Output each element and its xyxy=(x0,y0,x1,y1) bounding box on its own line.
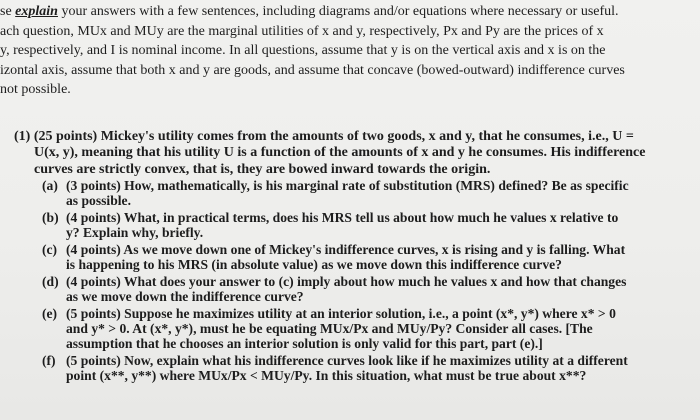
part-text-line: (5 points) Suppose he maximizes utility at an interior solution, i.e., a point (x*, y*) where x* > 0 xyxy=(66,305,616,321)
part-text-line: (4 points) As we move down one of Mickey's indifference curves, x is rising and y is falling. What xyxy=(66,241,626,257)
part-text-line: and y* > 0. At (x*, y*), must he be equating MUx/Px and MUy/Py? Consider all cases. [The xyxy=(66,320,593,336)
emphasized-word: explain xyxy=(15,4,58,19)
instructions-line: izontal axis, assume that both x and y are goods, and assume that concave (bowed-outward) indifference curves xyxy=(0,62,625,78)
part-marker: (d) xyxy=(42,273,59,289)
part-text-line: (4 points) What does your answer to (c) imply about how much he values x and how that changes xyxy=(66,273,627,289)
question-part-d xyxy=(42,274,694,304)
question-part-b xyxy=(42,210,694,240)
part-text-line: point (x**, y**) where MUx/Px < MUy/Py. In this situation, what must be true about x**? xyxy=(66,367,587,383)
instructions-line: y, respectively, and I is nominal income. In all questions, assume that y is on the vertical axis and x is on the xyxy=(0,43,606,58)
part-marker: (c) xyxy=(42,241,58,257)
instructions-line: se explain your answers with a few sentences, including diagrams and/or equations where necessary or useful. xyxy=(0,4,619,19)
question-1 xyxy=(14,129,694,178)
instructions-line: ach question, MUx and MUy are the marginal utilities of x and y, respectively, Px and Py are the prices of x xyxy=(0,23,604,39)
part-text-line: as we move down the indifference curve? xyxy=(66,288,304,304)
part-marker: (b) xyxy=(42,209,59,225)
part-text-line: is happening to his MRS (in absolute value) as we move down this indifference curve? xyxy=(66,257,562,273)
question-1-heading: (1) (25 points) Mickey's utility comes from the amounts of two goods, x and y, that he consumes, i.e., U = xyxy=(14,129,634,144)
question-parts-list xyxy=(42,178,694,385)
question-part-a xyxy=(42,178,694,208)
part-text-line: (4 points) What, in practical terms, does his MRS tell us about how much he values x relative to xyxy=(66,209,619,225)
part-marker: (a) xyxy=(42,178,58,193)
instructions-paragraph xyxy=(0,2,700,100)
question-part-c xyxy=(42,242,694,272)
question-1-text-line: curves are strictly convex, that is, they are bowed inward towards the origin. xyxy=(34,161,491,177)
question-part-e xyxy=(42,306,694,352)
part-text-line: assumption that he chooses an interior solution is only valid for this part, part (e).] xyxy=(66,336,543,352)
instructions-line: not possible. xyxy=(0,82,71,97)
part-text-line: y? Explain why, briefly. xyxy=(66,225,204,241)
question-part-f xyxy=(42,353,694,383)
part-text-line: (3 points) How, mathematically, is his marginal rate of substitution (MRS) defined? Be as specific xyxy=(66,178,629,193)
question-1-text-line: U(x, y), meaning that his utility U is a function of the amounts of x and y he consumes. His indifference xyxy=(34,145,646,161)
part-marker: (f) xyxy=(42,352,56,368)
part-text-line: (5 points) Now, explain what his indifference curves look like if he maximizes utility at a different xyxy=(66,352,628,368)
part-text-line: as possible. xyxy=(66,193,131,209)
part-marker: (e) xyxy=(42,305,58,321)
